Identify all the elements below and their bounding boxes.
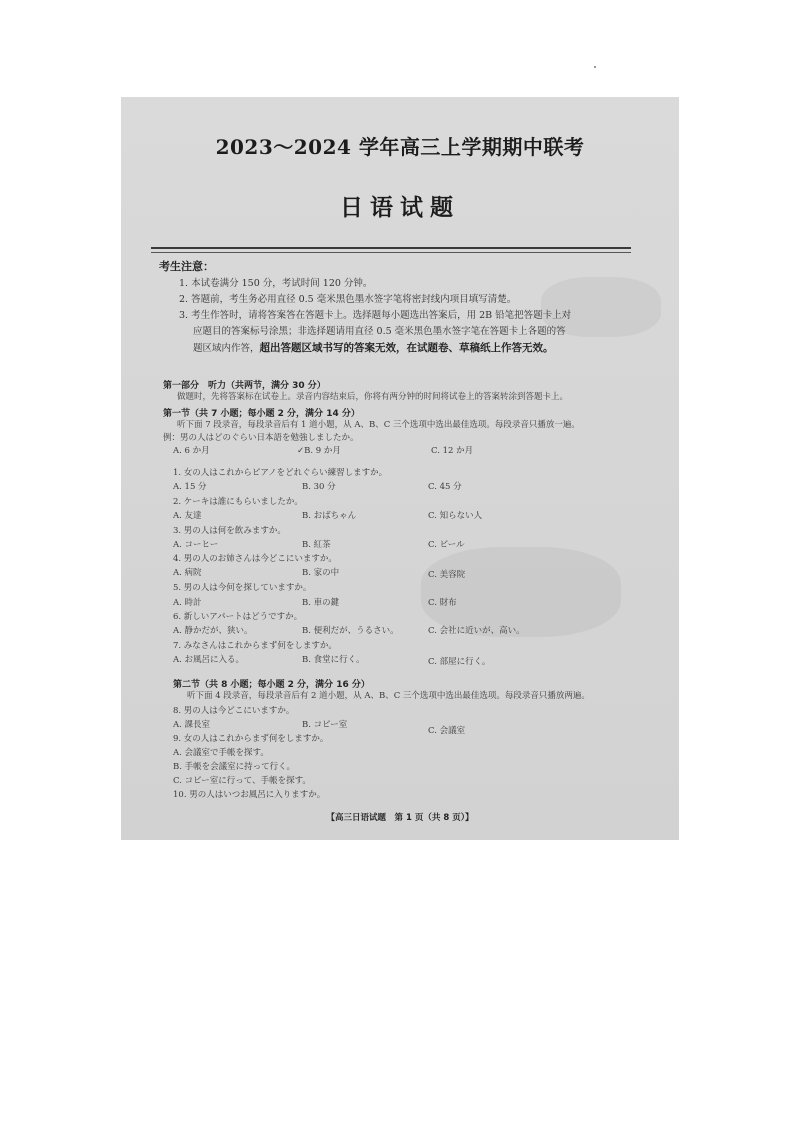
example-option-b: ✓B. 9 か月 bbox=[297, 446, 341, 456]
example-option-a: A. 6 か月 bbox=[173, 446, 210, 456]
notice-text: 题区域内作答， bbox=[193, 343, 260, 354]
question-10: 10. 男の人はいつお風呂に入りますか。 bbox=[173, 790, 326, 800]
part1-intro: 做题时，先将答案标在试卷上。录音内容结束后，你将有两分钟的时间将试卷上的答案转涂到答题卡上。 bbox=[177, 392, 569, 402]
divider bbox=[151, 247, 631, 249]
question-7: 7. みなさんはこれからまず何をしますか。 bbox=[173, 641, 337, 651]
section1-heading: 第一节（共 7 小题；每小题 2 分，满分 14 分） bbox=[163, 409, 360, 419]
section2-instruction: 听下面 4 段录音，每段录音后有 2 道小题，从 A、B、C 三个选项中选出最佳选项。每段录音只播放两遍。 bbox=[187, 691, 590, 701]
question-6: 6. 新しいアパートはどうですか。 bbox=[173, 612, 303, 622]
section2-heading: 第二节（共 8 小题；每小题 2 分，满分 16 分） bbox=[173, 680, 370, 690]
option-c: C. 45 分 bbox=[428, 482, 462, 492]
option-b: B. 紅茶 bbox=[302, 540, 331, 550]
option-b: B. コピー室 bbox=[302, 720, 348, 730]
notice-item: 3. 考生作答时，请将答案答在答题卡上。选择题每小题选出答案后，用 2B 铅笔把答题卡上对 bbox=[179, 310, 572, 321]
option-c: C. 会議室 bbox=[428, 726, 466, 736]
page-footer: 【高三日语试题 第 1 页（共 8 页）】 bbox=[326, 813, 474, 823]
question-3: 3. 男の人は何を飲みますか。 bbox=[173, 526, 286, 536]
notice-item: 1. 本试卷满分 150 分，考试时间 120 分钟。 bbox=[179, 278, 373, 289]
notice-item: 2. 答题前，考生务必用直径 0.5 毫米黑色墨水签字笔将密封线内项目填写清楚。 bbox=[179, 294, 517, 305]
option-a: A. 会議室で手帳を探す。 bbox=[173, 748, 269, 758]
option-c: C. 財布 bbox=[428, 598, 457, 608]
subject-title: 日语试题 bbox=[340, 195, 460, 221]
option-a: A. 静かだが、狭い。 bbox=[173, 626, 253, 636]
option-b: B. 手帳を会議室に持って行く。 bbox=[173, 762, 295, 772]
part1-heading: 第一部分 听力（共两节，满分 30 分） bbox=[163, 381, 326, 391]
option-a: A. 病院 bbox=[173, 568, 202, 578]
option-b: B. 食堂に行く。 bbox=[302, 655, 365, 665]
question-9: 9. 女の人はこれからまず何をしますか。 bbox=[173, 734, 329, 744]
option-c: C. コピー室に行って、手帳を探す。 bbox=[173, 776, 311, 786]
divider bbox=[151, 252, 631, 253]
notice-emphasis: 超出答题区域书写的答案无效，在试题卷、草稿纸上作答无效。 bbox=[259, 342, 554, 354]
option-c: C. 会社に近いが、高い。 bbox=[428, 626, 525, 636]
notice-title: 考生注意： bbox=[159, 260, 214, 273]
option-a: A. 15 分 bbox=[173, 482, 207, 492]
question-4: 4. 男の人のお姉さんは今どこにいますか。 bbox=[173, 554, 337, 564]
option-b: B. おばちゃん bbox=[302, 511, 357, 521]
exam-photo bbox=[121, 97, 679, 840]
option-b: B. 30 分 bbox=[302, 482, 336, 492]
notice-item: 应题目的答案标号涂黑；非选择题请用直径 0.5 毫米黑色墨水签字笔在答题卡上各题的答 bbox=[193, 326, 566, 337]
exam-title: 2023～2024 学年高三上学期期中联考 bbox=[215, 135, 585, 159]
speck bbox=[594, 66, 596, 68]
example-option-c: C. 12 か月 bbox=[431, 446, 474, 456]
option-a: A. 課長室 bbox=[173, 720, 211, 730]
option-b: B. 車の鍵 bbox=[302, 598, 340, 608]
option-a: A. お風呂に入る。 bbox=[173, 655, 245, 665]
option-a: A. コーヒー bbox=[173, 540, 219, 550]
question-8: 8. 男の人は今どこにいますか。 bbox=[173, 706, 295, 716]
option-a: A. 友達 bbox=[173, 511, 202, 521]
option-c: C. 部屋に行く。 bbox=[428, 657, 491, 667]
question-5: 5. 男の人は今何を探していますか。 bbox=[173, 583, 312, 593]
option-a: A. 時計 bbox=[173, 598, 202, 608]
example-question: 例：男の人はどのぐらい日本語を勉強しましたか。 bbox=[163, 433, 359, 443]
notice-item-last bbox=[193, 341, 554, 356]
question-1: 1. 女の人はこれからピアノをどれぐらい練習しますか。 bbox=[173, 468, 388, 478]
option-b: B. 家の中 bbox=[302, 568, 340, 578]
question-2: 2. ケーキは誰にもらいましたか。 bbox=[173, 497, 303, 507]
option-c: C. ビール bbox=[428, 540, 465, 550]
option-c: C. 美容院 bbox=[428, 570, 466, 580]
option-b: B. 便利だが、うるさい。 bbox=[302, 626, 399, 636]
section1-instruction: 听下面 7 段录音，每段录音后有 1 道小题，从 A、B、C 三个选项中选出最佳选项。每段录音只播放一遍。 bbox=[177, 420, 580, 430]
option-c: C. 知らない人 bbox=[428, 511, 483, 521]
